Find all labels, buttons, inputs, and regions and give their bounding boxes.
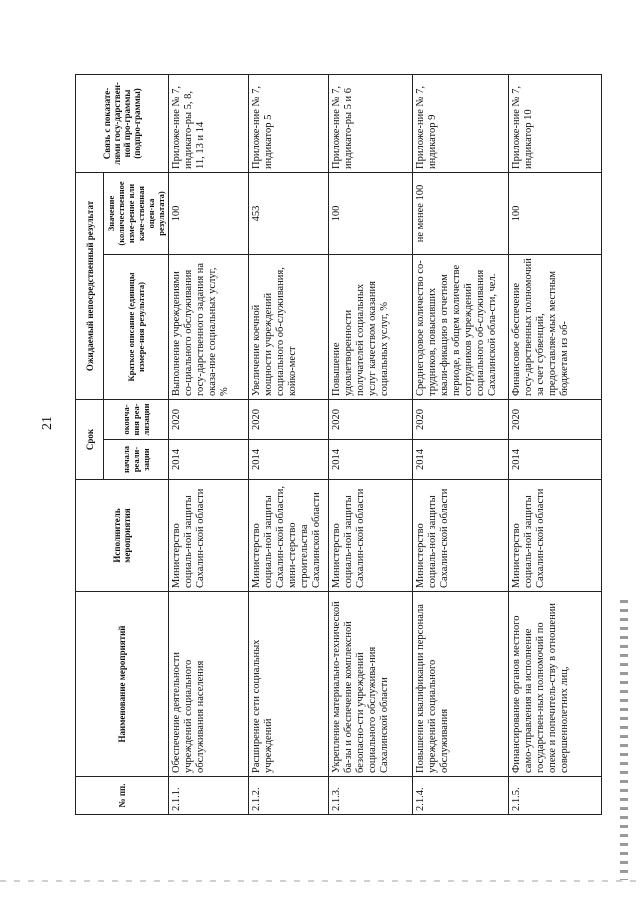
row-start: 2014 bbox=[413, 440, 509, 480]
row-start: 2014 bbox=[249, 440, 329, 480]
row-executor: Министерство социаль-ной защиты Сахалин-ской области bbox=[329, 480, 413, 592]
row-name: Финансирование органов местного само-управления на исполнение государствен-ных полномочий по опеке и попечитель-ству в отношении совершеннолетних лиц, bbox=[509, 592, 602, 777]
table-row bbox=[329, 74, 413, 814]
table-row bbox=[413, 74, 509, 814]
page-number: 21 bbox=[40, 416, 55, 430]
row-name: Расширение сети социальных учреждений bbox=[249, 592, 329, 777]
row-desc: Среднегодовое количество со-трудников, повысивших квали-фикацию в отчетном периоде, в общем количестве сотрудников учреждений социального об-служивания Сахалинской обла-сти, чел. bbox=[413, 254, 509, 399]
row-name: Укрепление материально-технической ба-зы и обеспечение комплексной безопасно-сти учреждений социального обслужива-ния Сахалинской области bbox=[329, 592, 413, 777]
header-term: Срок bbox=[76, 399, 104, 479]
header-link: Связь с показате-лями госу-дарствен-ной про-граммы (подпро-граммы) bbox=[76, 74, 169, 172]
row-start: 2014 bbox=[169, 440, 249, 480]
row-desc: Увеличение коечной мощности учреждений социального об-служивания, койко-мест bbox=[249, 254, 329, 399]
table-row bbox=[509, 74, 602, 814]
row-desc: Выполнение учреждениями со-циального обслуживания госу-дарственного задания на оказа-ние социальных услуг, % bbox=[169, 254, 249, 399]
header-result-value: Значение (количественное изме-рение или каче-ственная оцен-ка результата) bbox=[104, 172, 169, 254]
header-num: № пп. bbox=[76, 777, 169, 815]
row-num: 2.1.2. bbox=[249, 777, 329, 815]
row-executor: Министерство социаль-ной защиты Сахалин-ской области bbox=[413, 480, 509, 592]
row-link: Приложе-ние № 7, индикатор 9 bbox=[413, 74, 509, 172]
row-name: Повышение квалификации персонала учреждений социального обслуживания bbox=[413, 592, 509, 777]
table-row bbox=[249, 74, 329, 814]
row-num: 2.1.3. bbox=[329, 777, 413, 815]
row-num: 2.1.4. bbox=[413, 777, 509, 815]
row-end: 2020 bbox=[509, 399, 602, 439]
row-end: 2020 bbox=[169, 399, 249, 439]
row-value: 100 bbox=[329, 172, 413, 254]
scan-bottom-marks bbox=[0, 880, 640, 882]
row-executor: Министерство социаль-ной защиты Сахалин-ской области bbox=[169, 480, 249, 592]
row-link: Приложе-ние № 7, индикатор 10 bbox=[509, 74, 602, 172]
row-value: 453 bbox=[249, 172, 329, 254]
row-end: 2020 bbox=[413, 399, 509, 439]
row-end: 2020 bbox=[249, 399, 329, 439]
row-start: 2014 bbox=[509, 440, 602, 480]
row-link: Приложе-ние № 7, индикатор 5 bbox=[249, 74, 329, 172]
row-num: 2.1.1. bbox=[169, 777, 249, 815]
table-row bbox=[169, 74, 249, 814]
row-desc: Повышение удовлетворенности получателей социальных услуг качеством оказания социальных услуг, % bbox=[329, 254, 413, 399]
row-name: Обеспечение деятельности учреждений социального обслуживания населения bbox=[169, 592, 249, 777]
row-executor: Министерство социаль-ной защиты Сахалин-ской области, мини-стерство строительства Сахалинской области bbox=[249, 480, 329, 592]
rotated-table-container bbox=[75, 75, 600, 815]
row-end: 2020 bbox=[329, 399, 413, 439]
row-value: 100 bbox=[169, 172, 249, 254]
row-desc: Финансовое обеспечение госу-дарственных полномочий за счет субвенций, предоставляе-мых местным бюджетам из об- bbox=[509, 254, 602, 399]
row-start: 2014 bbox=[329, 440, 413, 480]
row-num: 2.1.5. bbox=[509, 777, 602, 815]
measures-table bbox=[75, 74, 602, 815]
scan-edge-marks bbox=[620, 600, 628, 880]
row-link: Приложе-ние № 7, индикато-ры 5 и 6 bbox=[329, 74, 413, 172]
row-executor: Министерство социаль-ной защиты Сахалин-ской области bbox=[509, 480, 602, 592]
row-value: 100 bbox=[509, 172, 602, 254]
header-term-start: начала реали-зации bbox=[104, 440, 169, 480]
header-term-end: оконча-ния реа-лизации bbox=[104, 399, 169, 439]
header-result-desc: Краткое описание (единицы измере-ния результата) bbox=[104, 254, 169, 399]
row-link: Приложе-ние № 7, индикато-ры 5, 8, 11, 13 и 14 bbox=[169, 74, 249, 172]
header-name: Наименование мероприятий bbox=[76, 592, 169, 777]
row-value: не менее 100 bbox=[413, 172, 509, 254]
header-result: Ожидаемый непосредственный результат bbox=[76, 172, 104, 399]
header-executor: Исполнитель мероприятия bbox=[76, 480, 169, 592]
